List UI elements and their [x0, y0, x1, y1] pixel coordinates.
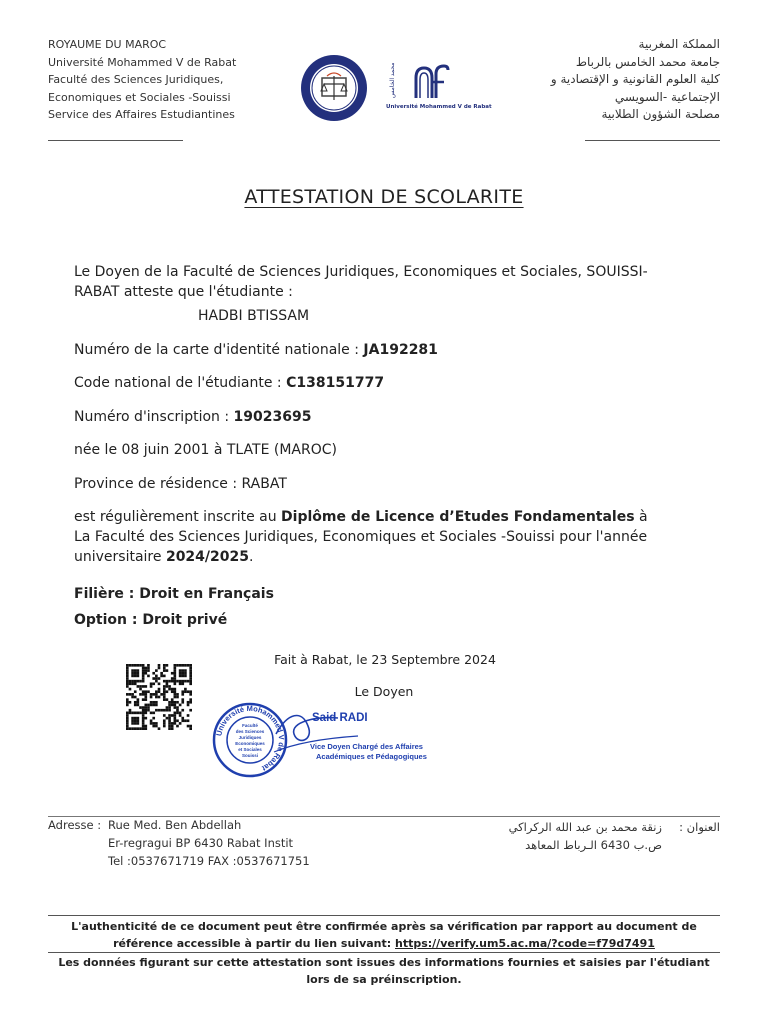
stamp-center-line: et Sociales: [238, 747, 262, 752]
enrollment-paragraph: [74, 507, 664, 567]
footer-auth-block: [48, 918, 720, 952]
inscription-row: [74, 407, 674, 427]
header-right-line: كلية العلوم القانونية و الإقتصادية و: [550, 72, 720, 86]
code-value: C138151777: [286, 375, 385, 391]
stamp-center-line: des Sciences: [235, 729, 265, 734]
code-label: Code national de l'étudiante :: [74, 375, 282, 391]
um5-logo: [386, 62, 492, 120]
signer-name: Said RADI: [312, 712, 368, 724]
stamp-center-line: Faculté: [242, 723, 258, 728]
signer-title-2: Académiques et Pédagogiques: [316, 752, 427, 761]
svg-text:جامعة محمد الخامس: جامعة محمد الخامس: [390, 62, 396, 98]
cin-row: [74, 340, 674, 360]
faculty-seal-logo: [300, 54, 368, 122]
qr-code: [126, 664, 196, 730]
header-left-line: Service des Affaires Estudiantines: [48, 108, 235, 121]
province-row: Province de résidence : RABAT: [74, 476, 287, 492]
signature-block: [268, 700, 427, 770]
place-date: Fait à Rabat, le 23 Septembre 2024: [274, 652, 496, 667]
inscription-value: 19023695: [233, 409, 312, 425]
header-right-line: المملكة المغربية: [638, 37, 720, 51]
stamp-center-line: Economiques: [235, 741, 265, 746]
footer-auth-text: L'authenticité de ce document peut être confirmée après sa vérification par rapport au document de référence accessible à partir du lien suivant:: [71, 920, 697, 950]
footer-top-rule: [48, 915, 720, 916]
footer-mid-rule: [48, 952, 720, 953]
student-name: HADBI BTISSAM: [198, 308, 310, 324]
header-left-block: [48, 36, 236, 124]
option: Option : Droit privé: [74, 612, 228, 628]
header-left-line: Economiques et Sociales -Souissi: [48, 90, 231, 104]
page-title: ATTESTATION DE SCOLARITE: [244, 186, 524, 208]
header-right-line: مصلحة الشؤون الطلابية: [601, 107, 720, 121]
enrollment-year: 2024/2025: [165, 549, 249, 565]
header-left-rule: [48, 140, 183, 141]
header-right-block: [551, 36, 720, 124]
footer-data-note: Les données figurant sur cette attestation sont issues des informations fournies et saisies par l'étudiant lors de sa préinscription.: [58, 956, 710, 986]
birth-row: née le 08 juin 2001 à TLATE (MAROC): [74, 442, 337, 458]
enrollment-end: .: [249, 549, 254, 565]
header-right-line: جامعة محمد الخامس بالرباط: [575, 54, 720, 69]
header-right-line: الإجتماعية -السويسي: [614, 89, 720, 104]
intro-paragraph: Le Doyen de la Faculté de Sciences Juridiques, Economiques et Sociales, SOUISSI-RABAT atteste que l'étudiante :: [74, 264, 648, 300]
address-line-2: Er-regragui BP 6430 Rabat Instit: [108, 836, 294, 850]
stamp-center-line: Souissi: [241, 753, 259, 758]
cin-label: Numéro de la carte d'identité nationale :: [74, 342, 359, 358]
address-line-3: Tel :0537671719 FAX :0537671751: [108, 854, 310, 868]
filiere: Filière : Droit en Français: [74, 586, 274, 602]
address-ar-label: العنوان :: [679, 820, 720, 834]
address-ar-line-2: ص.ب 6430 الـرباط المعاهد: [525, 838, 662, 852]
header-left-line: Faculté des Sciences Juridiques,: [48, 73, 224, 86]
signature-role: Le Doyen: [354, 684, 414, 699]
signer-title-1: Vice Doyen Chargé des Affaires: [310, 742, 423, 751]
header-right-rule: [585, 140, 720, 141]
stamp-center-line: Juridiques: [238, 735, 262, 740]
address-ar-line-1: زنقة محمد بن عبد الله الركراكي: [508, 820, 662, 834]
header-left-line: ROYAUME DU MAROC: [48, 38, 167, 51]
verify-link[interactable]: https://verify.um5.ac.ma/?code=f79d7491: [395, 937, 655, 950]
code-row: [74, 373, 674, 393]
stamp-ring-text: Université Mohammed V de Rabat: [214, 703, 287, 773]
um5-logo-text: Université Mohammed V de Rabat: [386, 104, 492, 110]
enrollment-diploma: Diplôme de Licence d’Etudes Fondamentales: [281, 509, 635, 525]
header-left-line: Université Mohammed V de Rabat: [48, 55, 237, 69]
enrollment-pre: est régulièrement inscrite au: [74, 509, 277, 525]
inscription-label: Numéro d'inscription :: [74, 409, 230, 425]
address-line-1: Rue Med. Ben Abdellah: [108, 818, 242, 832]
address-label: Adresse :: [48, 818, 102, 832]
enrollment-mid: à La Faculté des Sciences Juridiques, Economiques et Sociales -Souissi pour l'année universitaire: [74, 509, 648, 565]
cin-value: JA192281: [363, 342, 438, 358]
